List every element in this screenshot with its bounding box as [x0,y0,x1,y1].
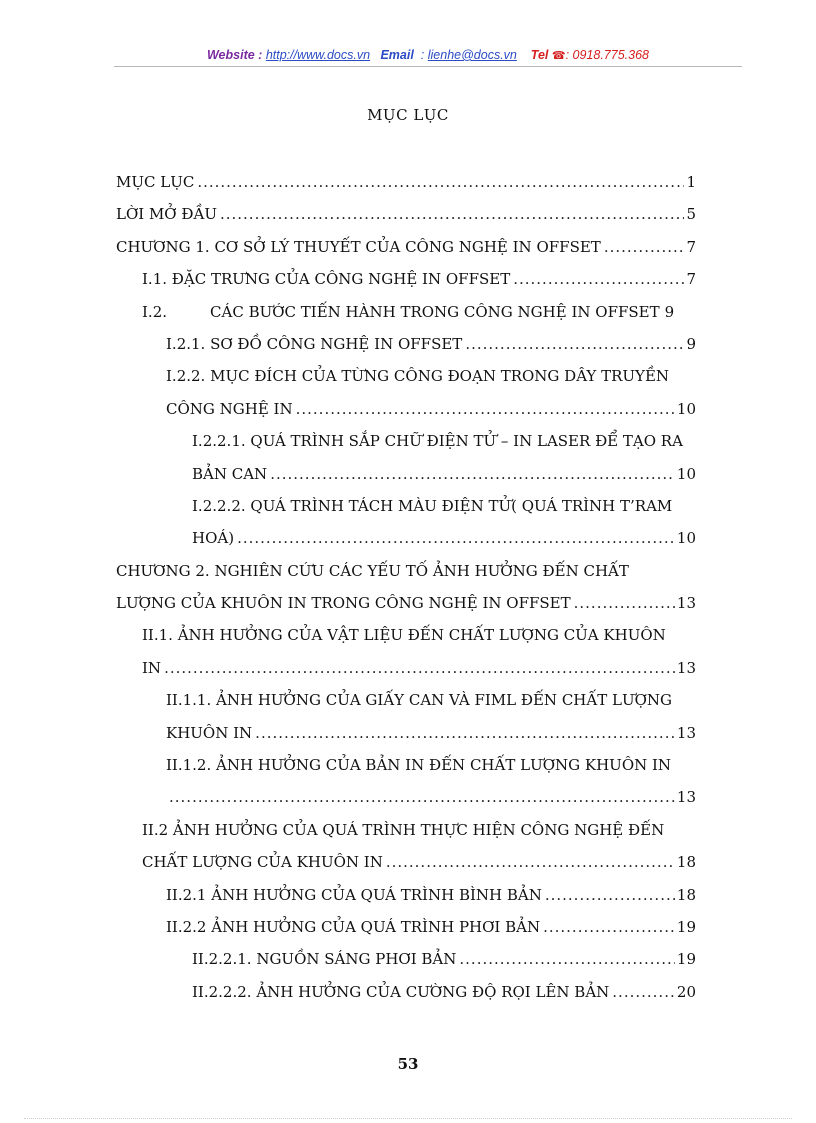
email-separator: : [420,48,425,62]
toc-entry-page: 19 [676,917,696,936]
page-title: MỤC LỤC [367,106,449,124]
toc-entry-line[interactable] [142,619,696,651]
toc-entry-line[interactable] [142,814,696,846]
toc-entry-line[interactable] [166,684,696,716]
page-bottom-border [24,1118,792,1119]
toc-entry-title-cont: BẢN CAN [192,458,270,490]
toc-entry-title: I.2.2. MỤC ĐÍCH CỦA TỪNG CÔNG ĐOẠN TRONG DÂY TRUYỀN [166,367,672,385]
toc-entry-title-cont: CHẤT LƯỢNG CỦA KHUÔN IN [142,846,386,878]
toc-entry-line[interactable] [166,749,696,781]
toc-entry-page: 18 [676,853,696,872]
toc-leader-dots [543,911,675,943]
toc-leader-dots [465,328,684,360]
toc-entry-page: 18 [676,885,696,904]
page-number: 53 [397,1055,419,1073]
toc-entry-title: I.2.1. SƠ ĐỒ CÔNG NGHỆ IN OFFSET [166,328,465,360]
toc-entry[interactable] [116,166,696,198]
toc-entry-title-cont: LƯỢNG CỦA KHUÔN IN TRONG CÔNG NGHỆ IN OFFSET [116,587,574,619]
toc-entry-continuation[interactable] [166,781,696,813]
toc-entry-title: II.1. ẢNH HƯỞNG CỦA VẬT LIỆU ĐẾN CHẤT LƯỢNG CỦA KHUÔN [142,626,669,644]
toc-entry-continuation[interactable] [142,652,696,684]
toc-entry-title: II.1.2. ẢNH HƯỞNG CỦA BẢN IN ĐẾN CHẤT LƯỢNG KHUÔN IN [166,756,674,774]
toc-entry-continuation[interactable] [116,587,696,619]
toc-entry-title-cont: HOÁ) [192,522,237,554]
toc-entry-page: 13 [676,788,696,807]
toc-entry-title-cont: IN [142,652,164,684]
toc-entry-line[interactable] [192,490,696,522]
toc-entry-continuation[interactable] [192,522,696,554]
toc-entry-title: II.2.2.1. NGUỒN SÁNG PHƠI BẢN [192,943,459,975]
toc-entry[interactable] [142,263,696,295]
toc-leader-dots [612,976,675,1008]
toc-entry-title: LỜI MỞ ĐẦU [116,198,220,230]
toc-entry-number: I.2. [142,296,170,328]
toc-entry-page: 1 [686,173,696,191]
header-divider [114,66,742,67]
toc-entry-page: 10 [676,399,696,418]
toc-entry-title: I.2.2.2. QUÁ TRÌNH TÁCH MÀU ĐIỆN TỬ( QUÁ TRÌNH T’RAM [192,497,675,515]
toc-entry-page: 10 [676,464,696,483]
toc-entry-title: I.1. ĐẶC TRƯNG CỦA CÔNG NGHỆ IN OFFSET [142,263,513,295]
toc-entry-line[interactable] [116,555,696,587]
toc-entry-title-cont: KHUÔN IN [166,717,255,749]
toc-entry-page: 19 [676,950,696,969]
toc-entry-page: 7 [686,270,696,289]
toc-leader-dots [386,846,675,878]
toc-entry-title-cont: CÔNG NGHỆ IN [166,393,296,425]
toc-entry-continuation[interactable] [166,393,696,425]
toc-entry-line[interactable] [192,425,696,457]
toc-entry-title: CÁC BƯỚC TIẾN HÀNH TRONG CÔNG NGHỆ IN OFFSET [210,296,663,328]
phone-icon: ☎ [551,50,566,62]
toc-entry[interactable] [166,328,696,360]
toc-entry-title: II.2 ẢNH HƯỞNG CỦA QUÁ TRÌNH THỰC HIỆN CÔNG NGHỆ ĐẾN [142,821,667,839]
toc-leader-dots [197,166,684,198]
toc-leader-dots [270,458,675,490]
toc-entry-page: 13 [676,658,696,677]
toc-leader-dots [604,231,685,263]
toc-entry-title: CHƯƠNG 1. CƠ SỞ LÝ THUYẾT CỦA CÔNG NGHỆ IN OFFSET [116,231,604,263]
toc-entry-page: 20 [676,982,696,1001]
tel-label: Tel [530,48,549,62]
toc-leader-dots [574,587,675,619]
toc-entry[interactable] [166,879,696,911]
toc-leader-dots [164,652,675,684]
toc-entry[interactable] [192,976,696,1008]
toc-entry-continuation[interactable] [192,458,696,490]
toc-entry-title: CHƯƠNG 2. NGHIÊN CỨU CÁC YẾU TỐ ẢNH HƯỞNG ĐẾN CHẤT [116,562,632,580]
tel-value: : 0918.775.368 [565,48,649,62]
toc-entry-line[interactable] [166,360,696,392]
toc-entry-title: II.2.2 ẢNH HƯỞNG CỦA QUÁ TRÌNH PHƠI BẢN [166,911,543,943]
toc-entry-title: II.1.1. ẢNH HƯỞNG CỦA GIẤY CAN VÀ FIML ĐẾN CHẤT LƯỢNG [166,691,675,709]
table-of-contents [0,166,816,1008]
toc-entry-page: 13 [676,723,696,742]
toc-leader-dots [255,717,675,749]
toc-leader-dots [169,781,675,813]
toc-entry-title: II.2.1 ẢNH HƯỞNG CỦA QUÁ TRÌNH BÌNH BẢN [166,879,545,911]
toc-leader-dots [545,879,675,911]
toc-entry[interactable] [116,231,696,263]
toc-leader-dots [237,522,675,554]
toc-entry-page: 7 [686,237,696,256]
toc-entry-continuation[interactable] [142,846,696,878]
website-label: Website : [206,48,263,62]
toc-entry[interactable] [166,911,696,943]
toc-leader-dots [296,393,675,425]
toc-entry-page: 13 [676,594,696,613]
toc-entry-page: 10 [676,529,696,548]
website-link[interactable]: http://www.docs.vn [265,48,371,62]
toc-entry-page: 5 [686,205,696,224]
toc-entry-title: II.2.2.2. ẢNH HƯỞNG CỦA CƯỜNG ĐỘ RỌI LÊN BẢN [192,976,612,1008]
toc-entry[interactable] [116,198,696,230]
toc-entry-title: MỤC LỤC [116,166,197,198]
toc-entry-continuation[interactable] [166,717,696,749]
toc-entry-title: I.2.2.1. QUÁ TRÌNH SẮP CHỮ ĐIỆN TỬ – IN LASER ĐỂ TẠO RA [192,432,686,450]
toc-leader-dots [220,198,684,230]
toc-leader-dots [513,263,684,295]
toc-entry-page: 9 [686,334,696,353]
toc-entry[interactable] [192,943,696,975]
email-label: Email [380,48,414,62]
toc-entry-page: 9 [664,302,675,321]
page-header [114,46,742,65]
email-link[interactable]: lienhe@docs.vn [427,48,517,62]
toc-entry[interactable] [142,296,696,328]
toc-leader-dots [459,943,675,975]
